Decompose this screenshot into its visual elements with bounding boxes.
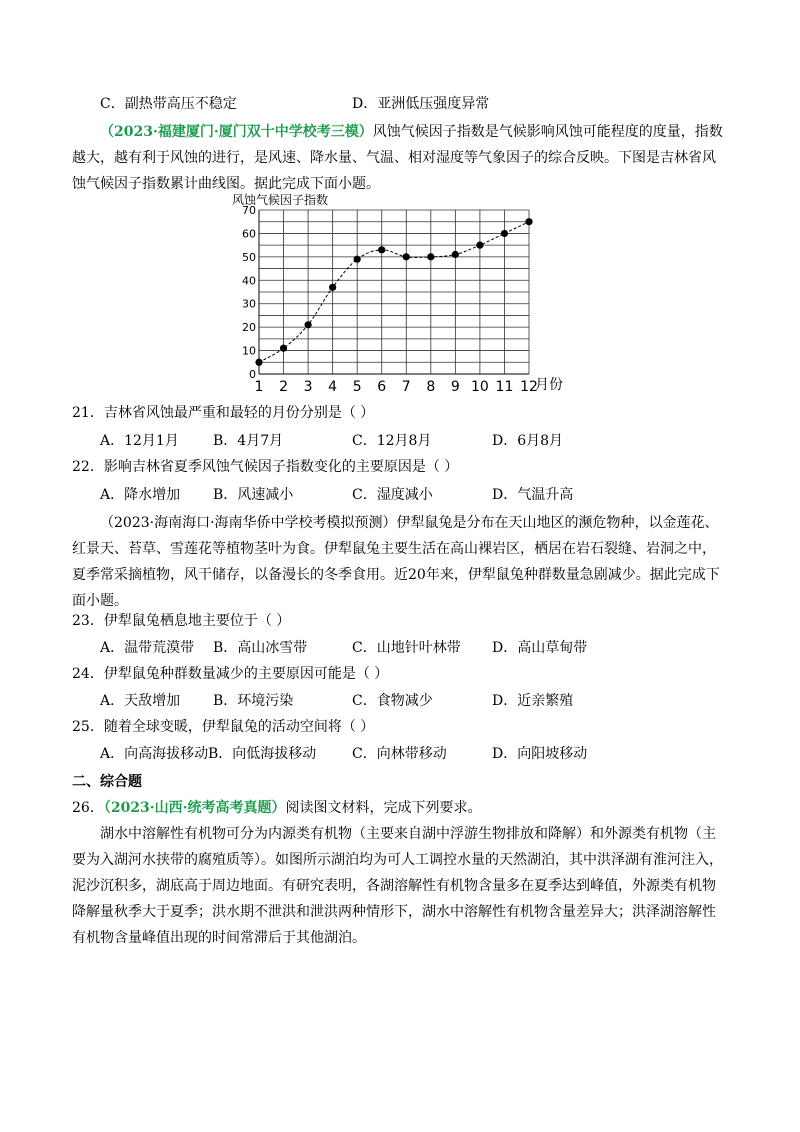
q23-option-b[interactable]: B．高山冰雪带: [213, 640, 308, 656]
q23-option-d[interactable]: D．高山草甸带: [492, 640, 588, 656]
x-tick-label: 6: [377, 379, 387, 395]
q21-option-b[interactable]: B．4月7月: [213, 433, 284, 449]
q25-option-a[interactable]: A．向高海拔移动: [100, 746, 209, 762]
x-tick-label: 10: [470, 379, 489, 395]
q24-option-c[interactable]: C．食物减少: [352, 693, 433, 709]
q24-option-a[interactable]: A．天敌增加: [100, 693, 181, 709]
x-tick-label: 9: [450, 379, 460, 395]
q26-line4: 降解量秋季大于夏季；洪水期不泄洪和泄洪两种情形下，湖水中溶解性有机物含量差异大；洪泽湖溶解性: [72, 904, 716, 920]
data-point: [525, 218, 532, 225]
q23-stem: 23．伊犁鼠兔栖息地主要位于（ ）: [72, 613, 291, 629]
q22-option-d[interactable]: D．气温升高: [492, 487, 574, 503]
passage1-line2: 越大，越有利于风蚀的进行，是风速、降水量、气温、相对湿度等气象因子的综合反映。下图是吉林省风: [72, 150, 716, 166]
q21-option-c[interactable]: C．12月8月: [352, 433, 432, 449]
passage1-line1: [100, 121, 723, 143]
q22-option-b[interactable]: B．风速减小: [213, 487, 294, 503]
passage2-line2: 红景天、苔草、雪莲花等植物茎叶为食。伊犁鼠兔主要生活在高山裸岩区，栖居在岩石裂缝、岩洞之中，: [72, 541, 716, 557]
data-point: [452, 251, 459, 258]
data-point: [255, 359, 262, 366]
q24-option-b[interactable]: B．环境污染: [213, 693, 294, 709]
y-tick-label: 0: [249, 368, 256, 381]
x-tick-label: 1: [254, 379, 264, 395]
data-point: [501, 230, 508, 237]
q21-stem: 21．吉林省风蚀最严重和最轻的月份分别是（ ）: [72, 405, 375, 421]
section2-title: 二、综合题: [72, 774, 142, 790]
y-tick-label: 20: [242, 321, 256, 335]
q26-source: （2023·山西·统考高考真题）: [103, 800, 286, 816]
q26-line1: 湖水中溶解性有机物可分为内源类有机物（主要来自湖中浮游生物排放和降解）和外源类有机物（主: [100, 826, 716, 842]
y-tick-label: 70: [242, 204, 256, 217]
q25-stem: 25．随着全球变暖，伊犁鼠兔的活动空间将（ ）: [72, 719, 375, 735]
q22-option-a[interactable]: A．降水增加: [100, 487, 181, 503]
passage1-source: （2023·福建厦门·厦门双十中学校考三模）: [100, 124, 373, 140]
wind-erosion-chart: [220, 188, 580, 398]
passage1-line3: 蚀气候因子指数累计曲线图。据此完成下面小题。: [72, 176, 380, 192]
passage2-line1: （2023·海南海口·海南华侨中学校考模拟预测）伊犁鼠兔是分布在天山地区的濒危物种，以金莲花、: [100, 515, 719, 531]
q21-option-a[interactable]: A．12月1月: [100, 433, 179, 449]
q26-line3: 泥沙沉积多，湖底高于周边地面。有研究表明，各湖溶解性有机物含量多在夏季达到峰值，外源类有机物: [72, 878, 716, 894]
data-point: [427, 253, 434, 260]
data-point: [403, 253, 410, 260]
q21-option-d[interactable]: D．6月8月: [492, 433, 564, 449]
q26-header: [72, 797, 482, 819]
y-tick-label: 40: [242, 274, 256, 288]
x-tick-label: 5: [352, 379, 362, 395]
passage1-text1: 风蚀气候因子指数是气候影响风蚀可能程度的度量，指数: [372, 124, 723, 140]
x-tick-label: 11: [495, 379, 514, 395]
passage2-line4: 面小题。: [72, 593, 128, 609]
y-tick-label: 30: [242, 297, 256, 311]
x-tick-label: 12: [520, 379, 538, 395]
q25-option-c[interactable]: C．向林带移动: [352, 746, 447, 762]
data-point: [280, 345, 287, 352]
passage2-line3: 夏季常采摘植物，风干储存，以备漫长的冬季食用。近20年来，伊犁鼠兔种群数量急剧减少。据此完成下: [72, 567, 720, 583]
x-tick-label: 8: [426, 379, 436, 395]
q26-line2: 要为入湖河水挟带的腐殖质等）。如图所示湖泊均为可人工调控水量的天然湖泊，其中洪泽湖有淮河注入，: [72, 852, 723, 868]
q23-option-c[interactable]: C．山地针叶林带: [352, 640, 461, 656]
data-point: [354, 256, 361, 263]
data-point: [378, 246, 385, 253]
chart-grid: [259, 210, 529, 374]
chart-y-ticks: [242, 204, 256, 381]
chart-y-label: 风蚀气候因子指数: [232, 193, 329, 207]
x-tick-label: 4: [328, 379, 338, 395]
q22-stem: 22．影响吉林省夏季风蚀气候因子指数变化的主要原因是（ ）: [72, 459, 459, 475]
x-tick-label: 3: [303, 379, 313, 395]
q23-option-a[interactable]: A．温带荒漠带: [100, 640, 195, 656]
q24-stem: 24．伊犁鼠兔种群数量减少的主要原因可能是（ ）: [72, 666, 389, 682]
data-point: [329, 284, 336, 291]
data-point: [304, 321, 311, 328]
q24-option-d[interactable]: D．近亲繁殖: [492, 693, 574, 709]
q26-number: 26．: [72, 800, 104, 816]
x-tick-label: 7: [401, 379, 411, 395]
q25-option-d[interactable]: D．向阳坡移动: [492, 746, 588, 762]
chart-x-ticks: [255, 379, 538, 395]
q22-option-c[interactable]: C．湿度减小: [352, 487, 433, 503]
x-tick-label: 2: [279, 379, 289, 395]
q20-option-d: D．亚洲低压强度异常: [352, 96, 490, 112]
q20-option-c: C．副热带高压不稳定: [100, 96, 237, 112]
chart-x-label: 月份: [535, 377, 563, 393]
q25-option-b[interactable]: B．向低海拔移动: [208, 746, 317, 762]
data-point: [476, 242, 483, 249]
y-tick-label: 50: [242, 250, 256, 264]
y-tick-label: 60: [242, 227, 256, 241]
q26-line5: 有机物含量峰值出现的时间常滞后于其他湖泊。: [72, 930, 366, 946]
y-tick-label: 10: [242, 344, 256, 358]
q26-stem: 阅读图文材料，完成下列要求。: [285, 800, 482, 816]
